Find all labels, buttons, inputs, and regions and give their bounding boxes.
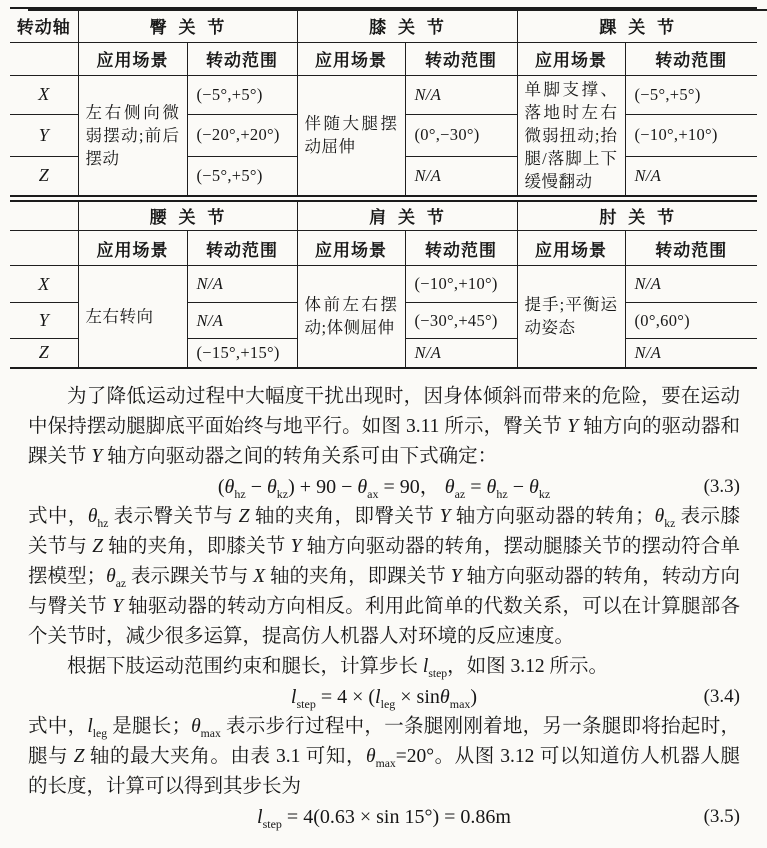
hip-range-y: (−20°,+20°) [187,114,297,156]
equation-3-4-number: (3.4) [703,685,740,707]
knee-range-header: 转动范围 [405,42,517,75]
table-row-x [10,75,757,114]
waist-scenario-cell: 左右转向 [78,266,187,368]
equation-3-3-number: (3.3) [703,475,740,497]
ankle-range-x: (−5°,+5°) [625,75,757,114]
shoulder-range-header: 转动范围 [405,231,517,266]
ankle-range-y: (−10°,+10°) [625,114,757,156]
elbow-range-x: N/A [625,266,757,303]
waist-scenario-header: 应用场景 [78,231,187,266]
table-row-x [10,266,757,303]
elbow-range-header: 转动范围 [625,231,757,266]
equation-3-4 [28,682,740,712]
hip-range-z: (−5°,+5°) [187,156,297,195]
blank-cell [10,42,78,75]
ankle-joint-header: 踝关节 [517,8,757,42]
ankle-scenario-header: 应用场景 [517,42,625,75]
table-row [10,201,757,231]
knee-joint-header: 膝关节 [297,8,517,42]
axis-label-y: Y [10,303,78,339]
elbow-range-z: N/A [625,339,757,368]
axis-label-x: X [10,75,78,114]
axis-column-header: 转动轴 [10,8,78,42]
knee-scenario-header: 应用场景 [297,42,405,75]
blank-cell [10,231,78,266]
paragraph-3: 根据下肢运动范围约束和腿长，计算步长 $l_{step}$，如图 3.12 所示。 [67,655,609,680]
ankle-scenario-cell: 单脚支撑、落地时左右微弱扭动;抬腿/落脚上下缓慢翻动 [517,75,625,196]
equation-3-5 [28,802,740,832]
body-text [28,382,740,832]
shoulder-range-x: (−10°,+10°) [405,266,517,303]
shoulder-joint-header: 肩关节 [297,201,517,231]
knee-range-x: N/A [405,75,517,114]
shoulder-scenario-cell: 体前左右摆动;体侧屈伸 [297,266,405,368]
equation-3-4-body: $l_{step} = 4 \times (l_{leg} \times \sin\theta_{max})$ [290,685,478,711]
table-row [10,42,757,75]
equation-3-3 [28,472,740,502]
axis-label-z: Z [10,339,78,368]
knee-scenario-cell: 伴随大腿摆动屈伸 [297,75,405,196]
hip-joint-header: 臀关节 [78,8,297,42]
waist-joint-header: 腰关节 [78,201,297,231]
axis-label-y: Y [10,114,78,156]
axis-label-z: Z [10,156,78,195]
paragraph-1: 为了降低运动过程中大幅度干扰出现时，因身体倾斜而带来的危险，要在运动中保持摆动腿脚底平面始终与地平行。如图 3.11 所示，臀关节 Y 轴方向的驱动器和踝关节 Y 轴方向驱动器之间的转角关系可由下式确定： [28,385,740,467]
hip-range-x: (−5°,+5°) [187,75,297,114]
joint-table-lower [10,200,757,369]
scan-top-rule [28,9,767,11]
waist-range-y: N/A [187,303,297,339]
equation-3-5-body: $l_{step} = 4(0.63 \times \sin 15^\circ) = 0.86m$ [257,805,511,831]
waist-range-header: 转动范围 [187,231,297,266]
elbow-scenario-cell: 提手;平衡运动姿态 [517,266,625,368]
hip-scenario-cell: 左右侧向微弱摆动;前后摆动 [78,75,187,196]
elbow-range-y: (0°,60°) [625,303,757,339]
shoulder-range-z: N/A [405,339,517,368]
equation-3-3-body: $(\theta_{hz} - \theta_{kz}) + 90 - \theta_{ax} = 90$， $\theta_{az} = \theta_{hz} - \theta_{kz}$ [217,475,551,501]
hip-scenario-header: 应用场景 [78,42,187,75]
axis-label-x: X [10,266,78,303]
shoulder-range-y: (−30°,+45°) [405,303,517,339]
knee-range-z: N/A [405,156,517,195]
joint-rotation-table [10,7,757,369]
equation-3-5-number: (3.5) [703,805,740,827]
waist-range-x: N/A [187,266,297,303]
paragraph-4: 式中，$l_{leg}$ 是腿长；$\theta_{max}$ 表示步行过程中，一条腿刚刚着地，另一条腿即将抬起时，腿与 Z 轴的最大夹角。由表 3.1 可知，$\theta_{max}=20^\circ$。从图 3.12 可以知道仿人机器人腿的长度，计算可以得到其步长为 [28,715,740,797]
elbow-scenario-header: 应用场景 [517,231,625,266]
ankle-range-header: 转动范围 [625,42,757,75]
table-row [10,231,757,266]
shoulder-scenario-header: 应用场景 [297,231,405,266]
hip-range-header: 转动范围 [187,42,297,75]
ankle-range-z: N/A [625,156,757,195]
knee-range-y: (0°,−30°) [405,114,517,156]
elbow-joint-header: 肘关节 [517,201,757,231]
waist-range-z: (−15°,+15°) [187,339,297,368]
table-row [10,8,757,42]
joint-table-upper [10,7,757,197]
blank-cell [10,201,78,231]
paragraph-2: 式中，$\theta_{hz}$ 表示臀关节与 Z 轴的夹角，即臀关节 Y 轴方向驱动器的转角；$\theta_{kz}$ 表示膝关节与 Z 轴的夹角，即膝关节 Y 轴方向驱动器的转角，摆动腿膝关节的摆动符合单摆模型；$\theta_{az}$ 表示踝关节与 X 轴的夹角，即踝关节 Y 轴方向驱动器的转角，转动方向与臀关节 Y 轴驱动器的转动方向相反。利用此简单的代数关系，可以在计算腿部各个关节时，减少很多运算，提高仿人机器人对环境的反应速度。 [28,505,740,647]
